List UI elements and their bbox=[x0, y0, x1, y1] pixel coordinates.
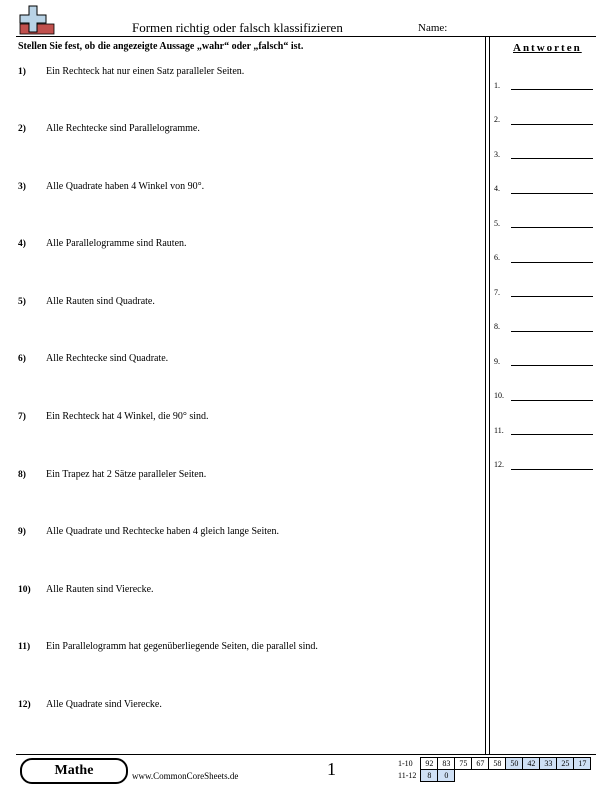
question-item bbox=[18, 699, 162, 710]
answer-line[interactable] bbox=[511, 469, 593, 470]
column-divider-right bbox=[489, 37, 490, 754]
question-number: 2) bbox=[18, 124, 26, 134]
question-text: Alle Rauten sind Vierecke. bbox=[46, 584, 154, 595]
answer-label: 9. bbox=[494, 357, 500, 366]
name-label: Name: bbox=[418, 22, 448, 34]
answer-label: 4. bbox=[494, 184, 500, 193]
answer-line[interactable] bbox=[511, 262, 593, 263]
question-item bbox=[18, 66, 244, 77]
score-cell: 25 bbox=[557, 758, 574, 770]
question-number: 3) bbox=[18, 182, 26, 192]
score-cell: 58 bbox=[489, 758, 506, 770]
question-text: Alle Parallelogramme sind Rauten. bbox=[46, 238, 187, 249]
question-number: 12) bbox=[18, 700, 31, 710]
question-item bbox=[18, 353, 168, 364]
question-item bbox=[18, 469, 206, 480]
answer-label: 3. bbox=[494, 150, 500, 159]
footer-rule bbox=[16, 754, 596, 755]
question-number: 8) bbox=[18, 470, 26, 480]
question-item bbox=[18, 584, 154, 595]
question-item bbox=[18, 123, 200, 134]
question-text: Ein Parallelogramm hat gegenüberliegende Seiten, die parallel sind. bbox=[46, 641, 318, 652]
question-text: Alle Rechtecke sind Parallelogramme. bbox=[46, 123, 200, 134]
answer-line[interactable] bbox=[511, 227, 593, 228]
question-number: 9) bbox=[18, 527, 26, 537]
subject-badge: Mathe bbox=[20, 758, 128, 784]
answer-line[interactable] bbox=[511, 331, 593, 332]
question-number: 1) bbox=[18, 67, 26, 77]
question-number: 11) bbox=[18, 642, 31, 652]
question-text: Ein Rechteck hat 4 Winkel, die 90° sind. bbox=[46, 411, 209, 422]
question-number: 10) bbox=[18, 585, 31, 595]
question-item bbox=[18, 526, 279, 537]
score-cell: 75 bbox=[455, 758, 472, 770]
question-text: Alle Quadrate und Rechtecke haben 4 gleich lange Seiten. bbox=[46, 526, 279, 537]
answer-line[interactable] bbox=[511, 296, 593, 297]
question-item bbox=[18, 641, 318, 652]
website-label: www.CommonCoreSheets.de bbox=[132, 771, 239, 781]
question-text: Alle Quadrate haben 4 Winkel von 90°. bbox=[46, 181, 205, 192]
header-rule bbox=[16, 36, 596, 37]
question-number: 4) bbox=[18, 239, 26, 249]
score-row-label: 11-12 bbox=[398, 771, 417, 780]
question-text: Alle Quadrate sind Vierecke. bbox=[46, 699, 162, 710]
question-text: Ein Rechteck hat nur einen Satz paralleler Seiten. bbox=[46, 66, 245, 77]
answer-line[interactable] bbox=[511, 365, 593, 366]
score-cell: 42 bbox=[523, 758, 540, 770]
score-row-label: 1-10 bbox=[398, 759, 413, 768]
score-cell: 50 bbox=[506, 758, 523, 770]
instructions: Stellen Sie fest, ob die angezeigte Aussage „wahr“ oder „falsch“ ist. bbox=[18, 41, 304, 52]
answer-line[interactable] bbox=[511, 124, 593, 125]
question-item bbox=[18, 181, 204, 192]
answer-label: 12. bbox=[494, 460, 504, 469]
answer-line[interactable] bbox=[511, 400, 593, 401]
answer-label: 11. bbox=[494, 426, 504, 435]
answer-label: 6. bbox=[494, 253, 500, 262]
score-cell: 33 bbox=[540, 758, 557, 770]
answer-label: 10. bbox=[494, 391, 504, 400]
score-cell: 92 bbox=[421, 758, 438, 770]
score-cell: 17 bbox=[574, 758, 591, 770]
answer-label: 2. bbox=[494, 115, 500, 124]
score-cell: 0 bbox=[438, 770, 455, 782]
score-row bbox=[396, 758, 591, 770]
answers-header: Antworten bbox=[513, 42, 582, 54]
answer-label: 8. bbox=[494, 322, 500, 331]
question-item bbox=[18, 411, 209, 422]
column-divider-left bbox=[485, 37, 486, 754]
answer-line[interactable] bbox=[511, 193, 593, 194]
question-text: Alle Rauten sind Quadrate. bbox=[46, 296, 155, 307]
answer-label: 1. bbox=[494, 81, 500, 90]
answer-line[interactable] bbox=[511, 89, 593, 90]
question-text: Ein Trapez hat 2 Sätze paralleler Seiten. bbox=[46, 469, 207, 480]
question-item bbox=[18, 296, 155, 307]
answer-line[interactable] bbox=[511, 434, 593, 435]
score-row bbox=[396, 770, 591, 782]
score-cell: 83 bbox=[438, 758, 455, 770]
score-cell: 67 bbox=[472, 758, 489, 770]
page-number: 1 bbox=[327, 759, 336, 779]
question-number: 7) bbox=[18, 412, 26, 422]
question-number: 5) bbox=[18, 297, 26, 307]
answer-line[interactable] bbox=[511, 158, 593, 159]
score-cell: 8 bbox=[421, 770, 438, 782]
answer-label: 5. bbox=[494, 219, 500, 228]
question-item bbox=[18, 238, 187, 249]
answer-label: 7. bbox=[494, 288, 500, 297]
question-text: Alle Rechtecke sind Quadrate. bbox=[46, 353, 169, 364]
worksheet-title: Formen richtig oder falsch klassifizieren bbox=[132, 20, 343, 35]
score-table bbox=[396, 757, 591, 782]
question-number: 6) bbox=[18, 354, 26, 364]
plus-logo-icon bbox=[16, 4, 56, 38]
